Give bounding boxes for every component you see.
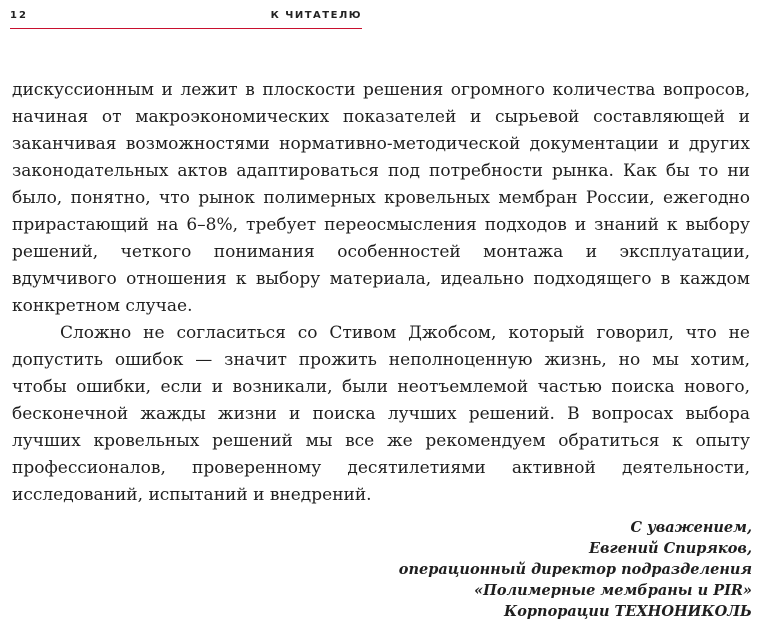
signature-company: Корпорации ТЕХНОНИКОЛЬ — [504, 603, 752, 620]
paragraph-1: дискуссионным и лежит в плоскости решения огромного количества вопросов, начиная от макроэкономических показателей и сырьевой составляющей и заканчивая возможностями нормативно-методической документации и других законодательных актов адаптироваться под потребности рынка. Как бы то ни было, понятно, что рынок полимерных кровельных мембран России, ежегодно прирастающий на 6–8%, требует переосмысления подходов и знаний к выбору решений, четкого понимания особенностей монтажа и эксплуатации, вдумчивого отношения к выбору материала, идеально подходящего в каждом конкретном случае. — [12, 80, 750, 316]
running-title: К ЧИТАТЕЛЮ — [270, 10, 362, 21]
signature-position: операционный директор подразделения — [398, 561, 752, 578]
page-header — [10, 8, 362, 29]
signature-division: «Полимерные мембраны и PIR» — [474, 582, 752, 599]
signature-greeting: С уважением, — [630, 519, 752, 536]
paragraph-2: Сложно не согласиться со Стивом Джобсом, который говорил, что не допустить ошибок — значит прожить неполноценную жизнь, но мы хотим, чтобы ошибки, если и возникали, были неотъемлемой частью поиска нового, бесконечной жажды жизни и поиска лучших решений. В вопросах выбора лучших кровельных решений мы все же рекомендуем обратиться к опыту профессионалов, проверенному десятилетиями активной деятельности, исследований, испытаний и внедрений. — [12, 323, 750, 505]
signature-block — [399, 517, 752, 622]
page-number: 12 — [10, 10, 28, 21]
body-text — [12, 77, 750, 509]
signature-name: Евгений Спиряков, — [588, 540, 752, 557]
